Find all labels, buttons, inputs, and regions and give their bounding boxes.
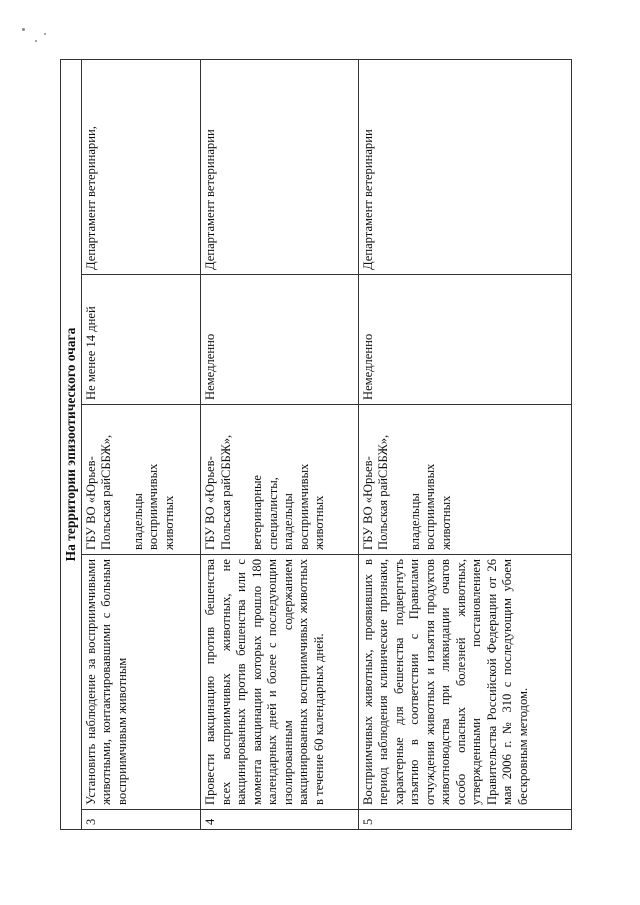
executor-gap: [392, 409, 408, 550]
executor-cell: [201, 405, 358, 555]
table-row: [81, 59, 201, 829]
measure-text: Установить наблюдение за восприимчивыми животными, контактировавшими с больным восприимчивым животным: [81, 555, 201, 810]
executor-line: владельцы восприимчивых животных: [407, 463, 453, 550]
measure-text: Восприимчивых животных, проявивших в период наблюдения клинические признаки, характерные для бешенства подвергнуть изъятию в соответствии с Правилами отчуждения животных и изъятия продуктов животноводства при ликвидации очагов особо опасных болезней животных, утвержденными постановлением Правительства Российской Федерации от 26 мая 2006 г. № 310 с последующим убоем бескровным методом.: [358, 555, 571, 810]
row-number: 3: [81, 810, 201, 830]
executor-gap: [234, 409, 250, 550]
section-title: На территории эпизоотического очага: [61, 59, 82, 829]
measures-table: [60, 59, 572, 830]
executor-line: ГБУ ВО «Юрьев-Польская райСББЖ»,: [360, 434, 391, 550]
term-text: Не менее 14 дней: [81, 275, 201, 405]
executor-cell: [358, 405, 571, 555]
scan-speck: [44, 33, 46, 35]
term-text: Немедленно: [358, 275, 571, 405]
scan-speck: [22, 28, 25, 31]
section-header-row: [61, 59, 82, 829]
controller-text: Департамент ветеринарии: [358, 59, 571, 274]
executor-cell: [81, 405, 201, 555]
term-text: Немедленно: [201, 275, 358, 405]
executor-line: ветеринарные специалисты,: [250, 474, 280, 550]
row-number: 4: [201, 810, 358, 830]
table-row: [358, 59, 571, 829]
table-row: [201, 59, 358, 829]
executor-line: ГБУ ВО «Юрьев-Польская райСББЖ»,: [203, 434, 233, 550]
scan-speck: [35, 40, 37, 42]
controller-text: Департамент ветеринарии,: [81, 59, 201, 274]
executor-gap: [115, 409, 131, 550]
controller-text: Департамент ветеринарии: [201, 59, 358, 274]
executor-line: ГБУ ВО «Юрьев-Польская райСББЖ»,: [83, 434, 113, 550]
executor-line: владельцы восприимчивых животных: [130, 463, 176, 550]
executor-line: владельцы восприимчивых животных: [281, 463, 327, 550]
rotated-table-wrapper: [60, 60, 572, 830]
measure-text: Провести вакцинацию против бешенства всех восприимчивых животных, не вакцинированных против бешенства или с момента вакцинации которых прошло 180 календарных дней и более с последующим изолированным содержанием вакцинированных восприимчивых животных в течение 60 календарных дней.: [201, 555, 358, 810]
row-number: 5: [358, 810, 571, 830]
